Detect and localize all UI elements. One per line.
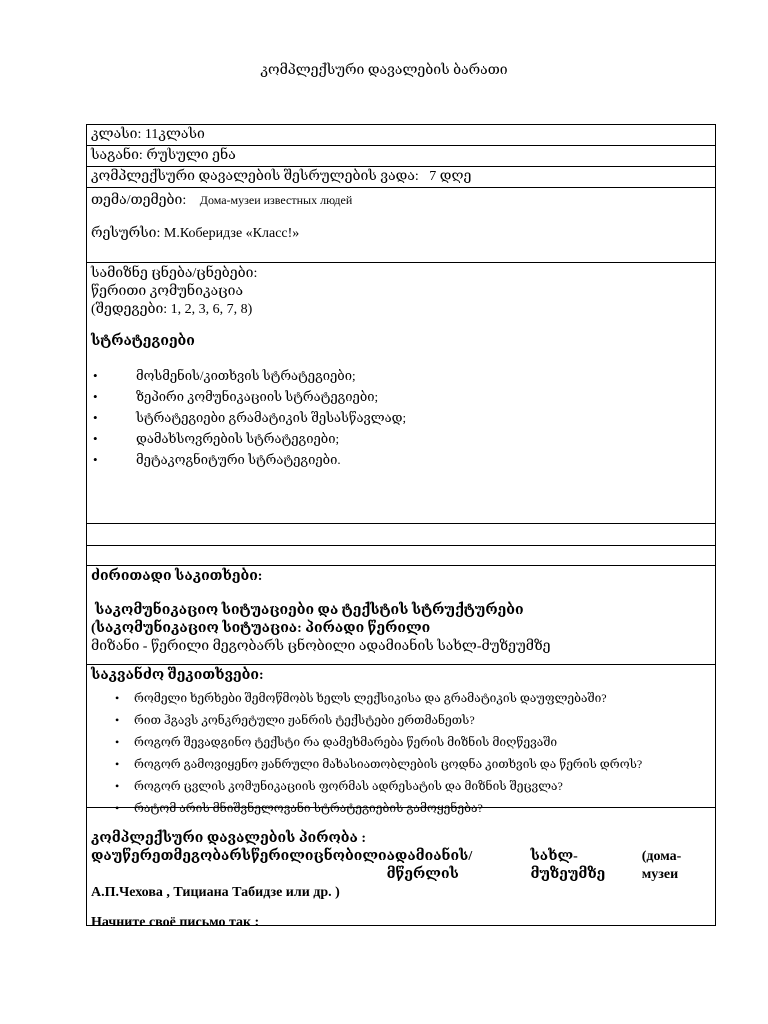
- task-line3: Начните своё письмо так :: [91, 915, 260, 930]
- list-item: • მეტაკოგნიტური სტრატეგიები.: [91, 449, 711, 470]
- main-issues-goal: მიზანი - წერილი მეგობარს ცნობილი ადამიანის სახლ-მუზეუმზე: [91, 639, 551, 654]
- resource-label: რესურსი:: [91, 226, 161, 241]
- document-title: კომპლექსური დავალების ბარათი: [260, 63, 508, 78]
- list-item: • რით ჰგავს კონკრეტული ჟანრის ტექსტები ერთმანეთს?: [91, 709, 711, 731]
- list-item: • მოსმენის/კითხვის სტრატეგიები;: [91, 365, 711, 386]
- main-issues-line1: საკომუნიკაციო სიტუაციები და ტექსტის სტრუქტურები: [95, 603, 524, 618]
- list-item: • რომელი ხერხები შემოწმობს ხელს ლექსიკისა და გრამატიკის დაუფლებაში?: [91, 687, 711, 709]
- empty-row: [87, 546, 715, 566]
- concepts-row: [87, 263, 715, 524]
- concept-name: წერითი კომუნიკაცია: [91, 284, 244, 299]
- list-item: • ზეპირი კომუნიკაციის სტრატეგიები;: [91, 386, 711, 407]
- deadline-row: [87, 167, 715, 188]
- deadline-value: 7 დღე: [429, 169, 472, 184]
- task-word: წერილი: [250, 849, 314, 864]
- task-word: სახლ-მუზეუმზე: [530, 849, 606, 882]
- topic-row: [87, 188, 715, 263]
- task-card-table: [86, 124, 716, 930]
- topic-label: თემა/თემები:: [91, 193, 187, 208]
- task-word: დაუწერეთ: [91, 849, 174, 864]
- task-word: (дома-музеи: [641, 849, 682, 882]
- subject-value: რუსული ენა: [146, 148, 236, 163]
- task-word: ადამიანის/მწერლის: [386, 849, 473, 882]
- list-item: • როგორ ცვლის კომუნიკაციის ფორმას ადრესატის და მიზნის შეცვლა?: [91, 775, 711, 797]
- key-questions-row: [87, 665, 715, 815]
- class-label: კლასი:: [91, 127, 142, 142]
- strategies-heading: სტრატეგიები: [91, 334, 195, 349]
- task-line1: [91, 848, 711, 884]
- deadline-label: კომპლექსური დავალების შესრულების ვადა:: [91, 169, 419, 184]
- subject-row: [87, 146, 715, 167]
- main-issues-row: [87, 566, 715, 665]
- task-word: ცნობილი: [313, 849, 387, 864]
- resource-value: М.Коберидзе «Класс!»: [163, 226, 300, 241]
- class-row: [87, 125, 715, 146]
- empty-row: [87, 524, 715, 546]
- list-item: • როგორ გამოვიყენო ჟანრული მახასიათობლების ცოდნა კითხვის და წერის დროს?: [91, 753, 711, 775]
- concept-results: (შედეგები: 1, 2, 3, 6, 7, 8): [91, 302, 253, 317]
- list-item: • დამახსოვრების სტრატეგიები;: [91, 428, 711, 449]
- task-row: [87, 808, 715, 930]
- main-issues-label: ძირითადი საკითხები:: [91, 569, 263, 584]
- task-word: მეგობარს: [173, 849, 251, 864]
- task-line2: А.П.Чехова , Тициана Табидзе или др. ): [91, 885, 340, 900]
- task-label: კომპლექსური დავალების პირობა :: [91, 831, 367, 846]
- concepts-label: სამიზნე ცნება/ცნებები:: [91, 266, 258, 281]
- main-issues-line2: (საკომუნიკაციო სიტუაცია: პირადი წერილი: [91, 621, 431, 636]
- key-questions-list: [91, 687, 711, 819]
- strategies-list: [91, 365, 711, 470]
- list-item: • რატომ არის მნიშვნელოვანი სტრატეგიების გამოყენება?: [91, 797, 711, 819]
- list-item: • როგორ შევადგინო ტექსტი რა დამეხმარება წერის მიზნის მიღწევაში: [91, 731, 711, 753]
- subject-label: საგანი:: [91, 148, 143, 163]
- class-value: 11კლასი: [144, 127, 205, 142]
- key-questions-label: საკვანძო შეკითხვები:: [91, 668, 264, 683]
- topic-value: Дома-музеи известных людей: [199, 193, 353, 207]
- list-item: • სტრატეგიები გრამატიკის შესასწავლად;: [91, 407, 711, 428]
